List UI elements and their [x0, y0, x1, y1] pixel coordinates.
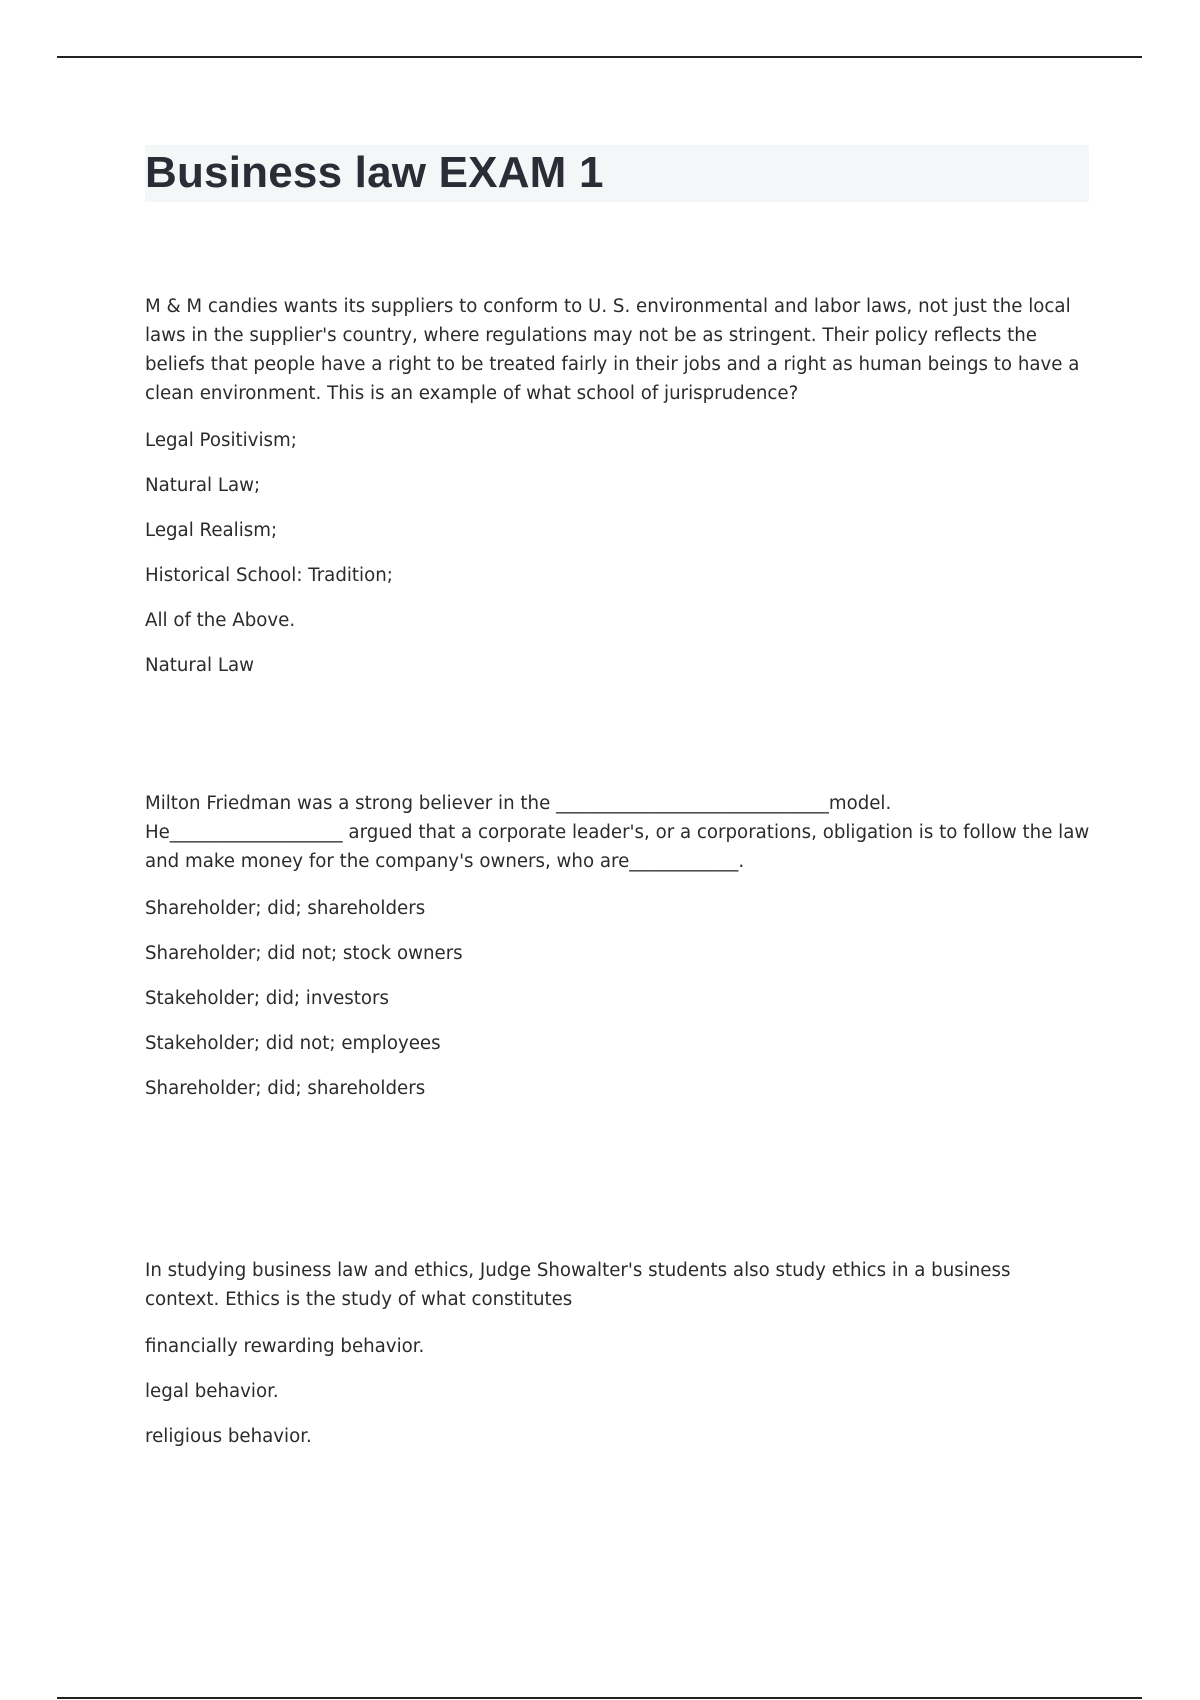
- options-list: [145, 1335, 1090, 1449]
- top-divider: [57, 56, 1142, 58]
- options-list: [145, 897, 1090, 1056]
- answer-text: Natural Law: [145, 655, 255, 676]
- option-item: All of the Above.: [145, 610, 296, 631]
- question-text: In studying business law and ethics, Judge Showalter's students also study ethics in a business context. Ethics is the study of what constitutes: [145, 1260, 1011, 1310]
- option-item: Shareholder; did; shareholders: [145, 898, 426, 919]
- option-item: Shareholder; did not; stock owners: [145, 943, 463, 964]
- option-item: financially rewarding behavior.: [145, 1336, 425, 1357]
- option-item: Natural Law;: [145, 475, 261, 496]
- option-item: legal behavior.: [145, 1381, 279, 1402]
- option-item: Historical School: Tradition;: [145, 565, 393, 586]
- option-item: Stakeholder; did; investors: [145, 988, 389, 1009]
- bottom-divider: [57, 1697, 1142, 1699]
- question-block-3: [145, 1256, 1090, 1449]
- answer-text: Shareholder; did; shareholders: [145, 1078, 426, 1099]
- option-item: Stakeholder; did not; employees: [145, 1033, 441, 1054]
- options-list: [145, 429, 1090, 633]
- page-title: Business law EXAM 1: [145, 148, 604, 197]
- question-block-1: [145, 292, 1090, 678]
- option-item: Legal Realism;: [145, 520, 278, 541]
- question-text: Milton Friedman was a strong believer in the ______________________________model. He___________________ argued that a corporate leader's, or a corporations, obligation is to follow the law and make money for the company's owners, who are____________.: [145, 793, 1090, 872]
- option-item: religious behavior.: [145, 1426, 312, 1447]
- option-item: Legal Positivism;: [145, 430, 297, 451]
- question-block-2: [145, 789, 1090, 1101]
- question-text: M & M candies wants its suppliers to conform to U. S. environmental and labor laws, not just the local laws in the supplier's country, where regulations may not be as stringent. Their policy reflects the beliefs that people have a right to be treated fairly in their jobs and a right as human beings to have a clean environment. This is an example of what school of jurisprudence?: [145, 296, 1080, 404]
